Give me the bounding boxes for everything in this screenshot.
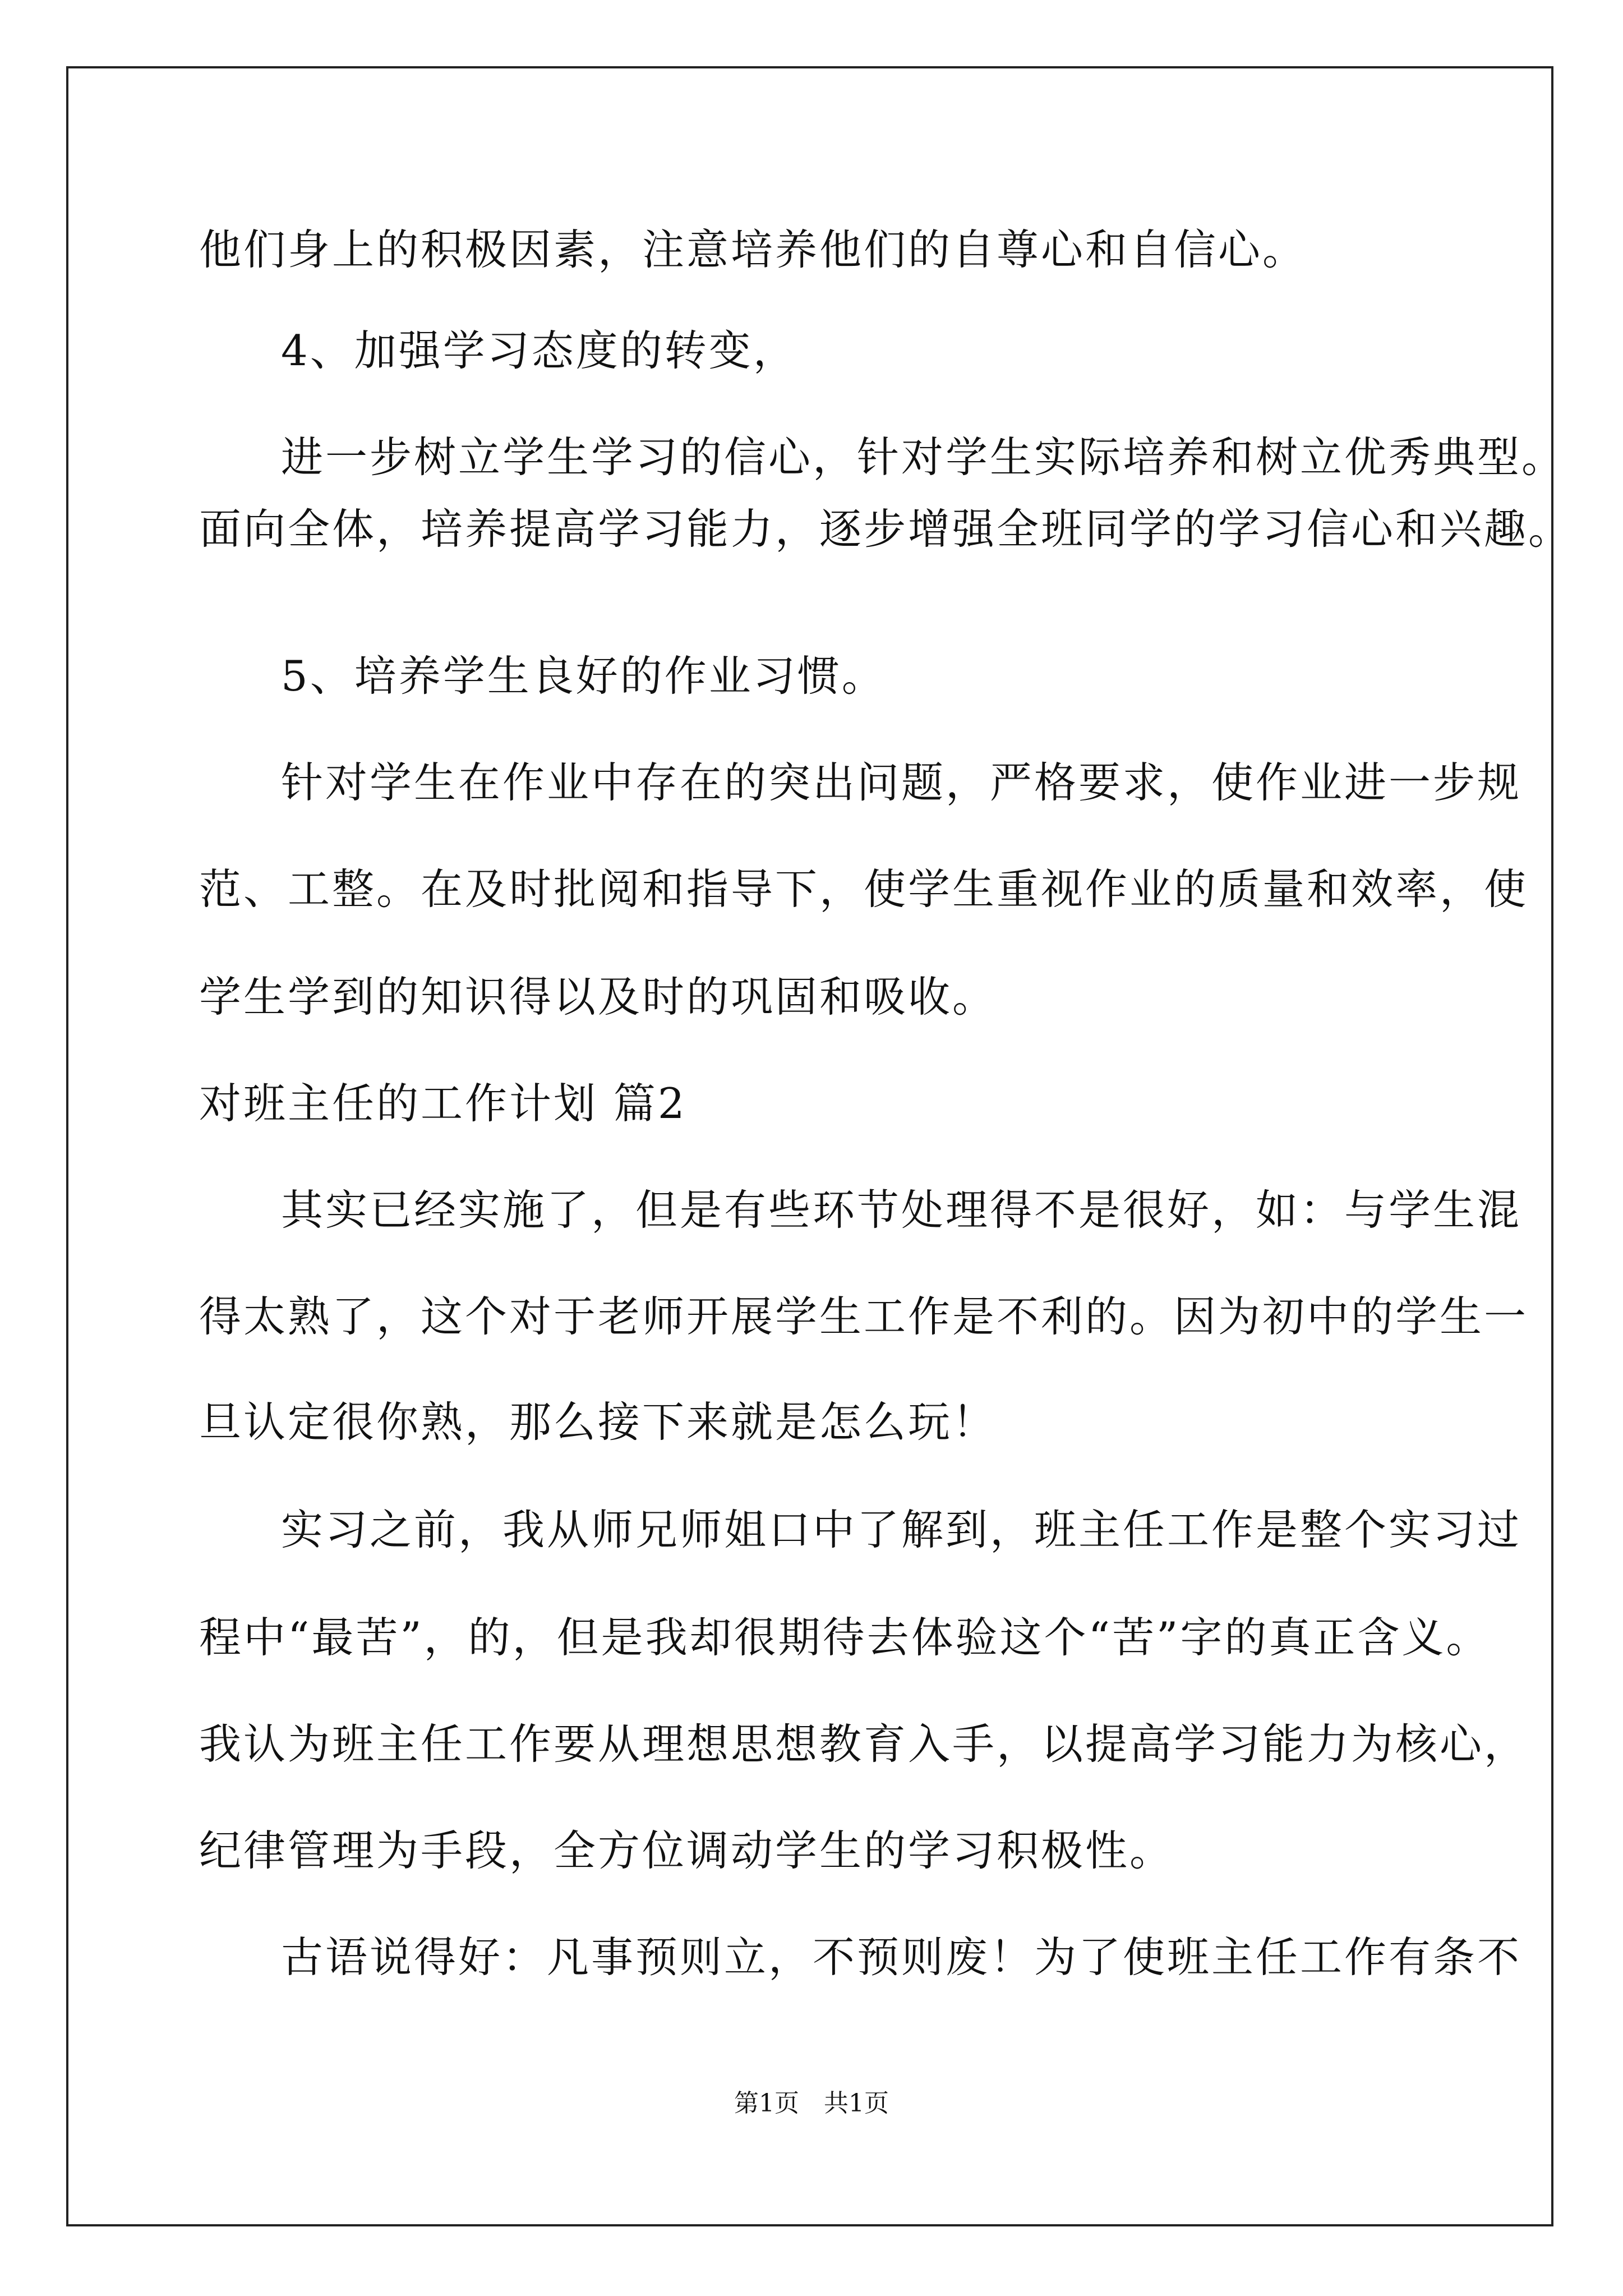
paragraph-line: 纪律管理为手段，全方位调动学生的学习积极性。	[199, 1826, 1174, 1875]
paragraph-line: 旦认定很你熟，那么接下来就是怎么玩！	[199, 1397, 997, 1447]
paragraph-line: 其实已经实施了，但是有些环节处理得不是很好，如：与学生混	[281, 1185, 1522, 1235]
section-heading-5: 5、培养学生良好的作业习惯。	[281, 651, 886, 701]
article-title: 对班主任的工作计划 篇2	[199, 1079, 687, 1128]
paragraph-line: 进一步树立学生学习的信心，针对学生实际培养和树立优秀典型。	[281, 432, 1566, 482]
paragraph-line: 我认为班主任工作要从理想思想教育入手，以提高学习能力为核心，	[199, 1719, 1529, 1769]
paragraph-line: 范、工整。在及时批阅和指导下，使学生重视作业的质量和效率，使	[199, 864, 1529, 914]
paragraph-line: 得太熟了，这个对于老师开展学生工作是不利的。因为初中的学生一	[199, 1292, 1529, 1341]
paragraph-line: 实习之前，我从师兄师姐口中了解到，班主任工作是整个实习过	[281, 1505, 1522, 1554]
paragraph-line: 他们身上的积极因素，注意培养他们的自尊心和自信心。	[199, 225, 1307, 274]
page-border	[66, 66, 1553, 2226]
paragraph-line: 古语说得好：凡事预则立，不预则废！为了使班主任工作有条不	[281, 1932, 1522, 1982]
paragraph-line: 学生学到的知识得以及时的巩固和吸收。	[199, 972, 997, 1022]
section-heading-4: 4、加强学习态度的转变，	[281, 326, 797, 375]
paragraph-line: 程中“最苦”，的，但是我却很期待去体验这个“苦”字的真正含义。	[199, 1613, 1491, 1662]
page-footer: 第1页 共1页	[734, 2089, 889, 2118]
paragraph-line: 面向全体，培养提高学习能力，逐步增强全班同学的学习信心和兴趣。	[199, 504, 1573, 554]
paragraph-line: 针对学生在作业中存在的突出问题，严格要求，使作业进一步规	[281, 758, 1522, 807]
